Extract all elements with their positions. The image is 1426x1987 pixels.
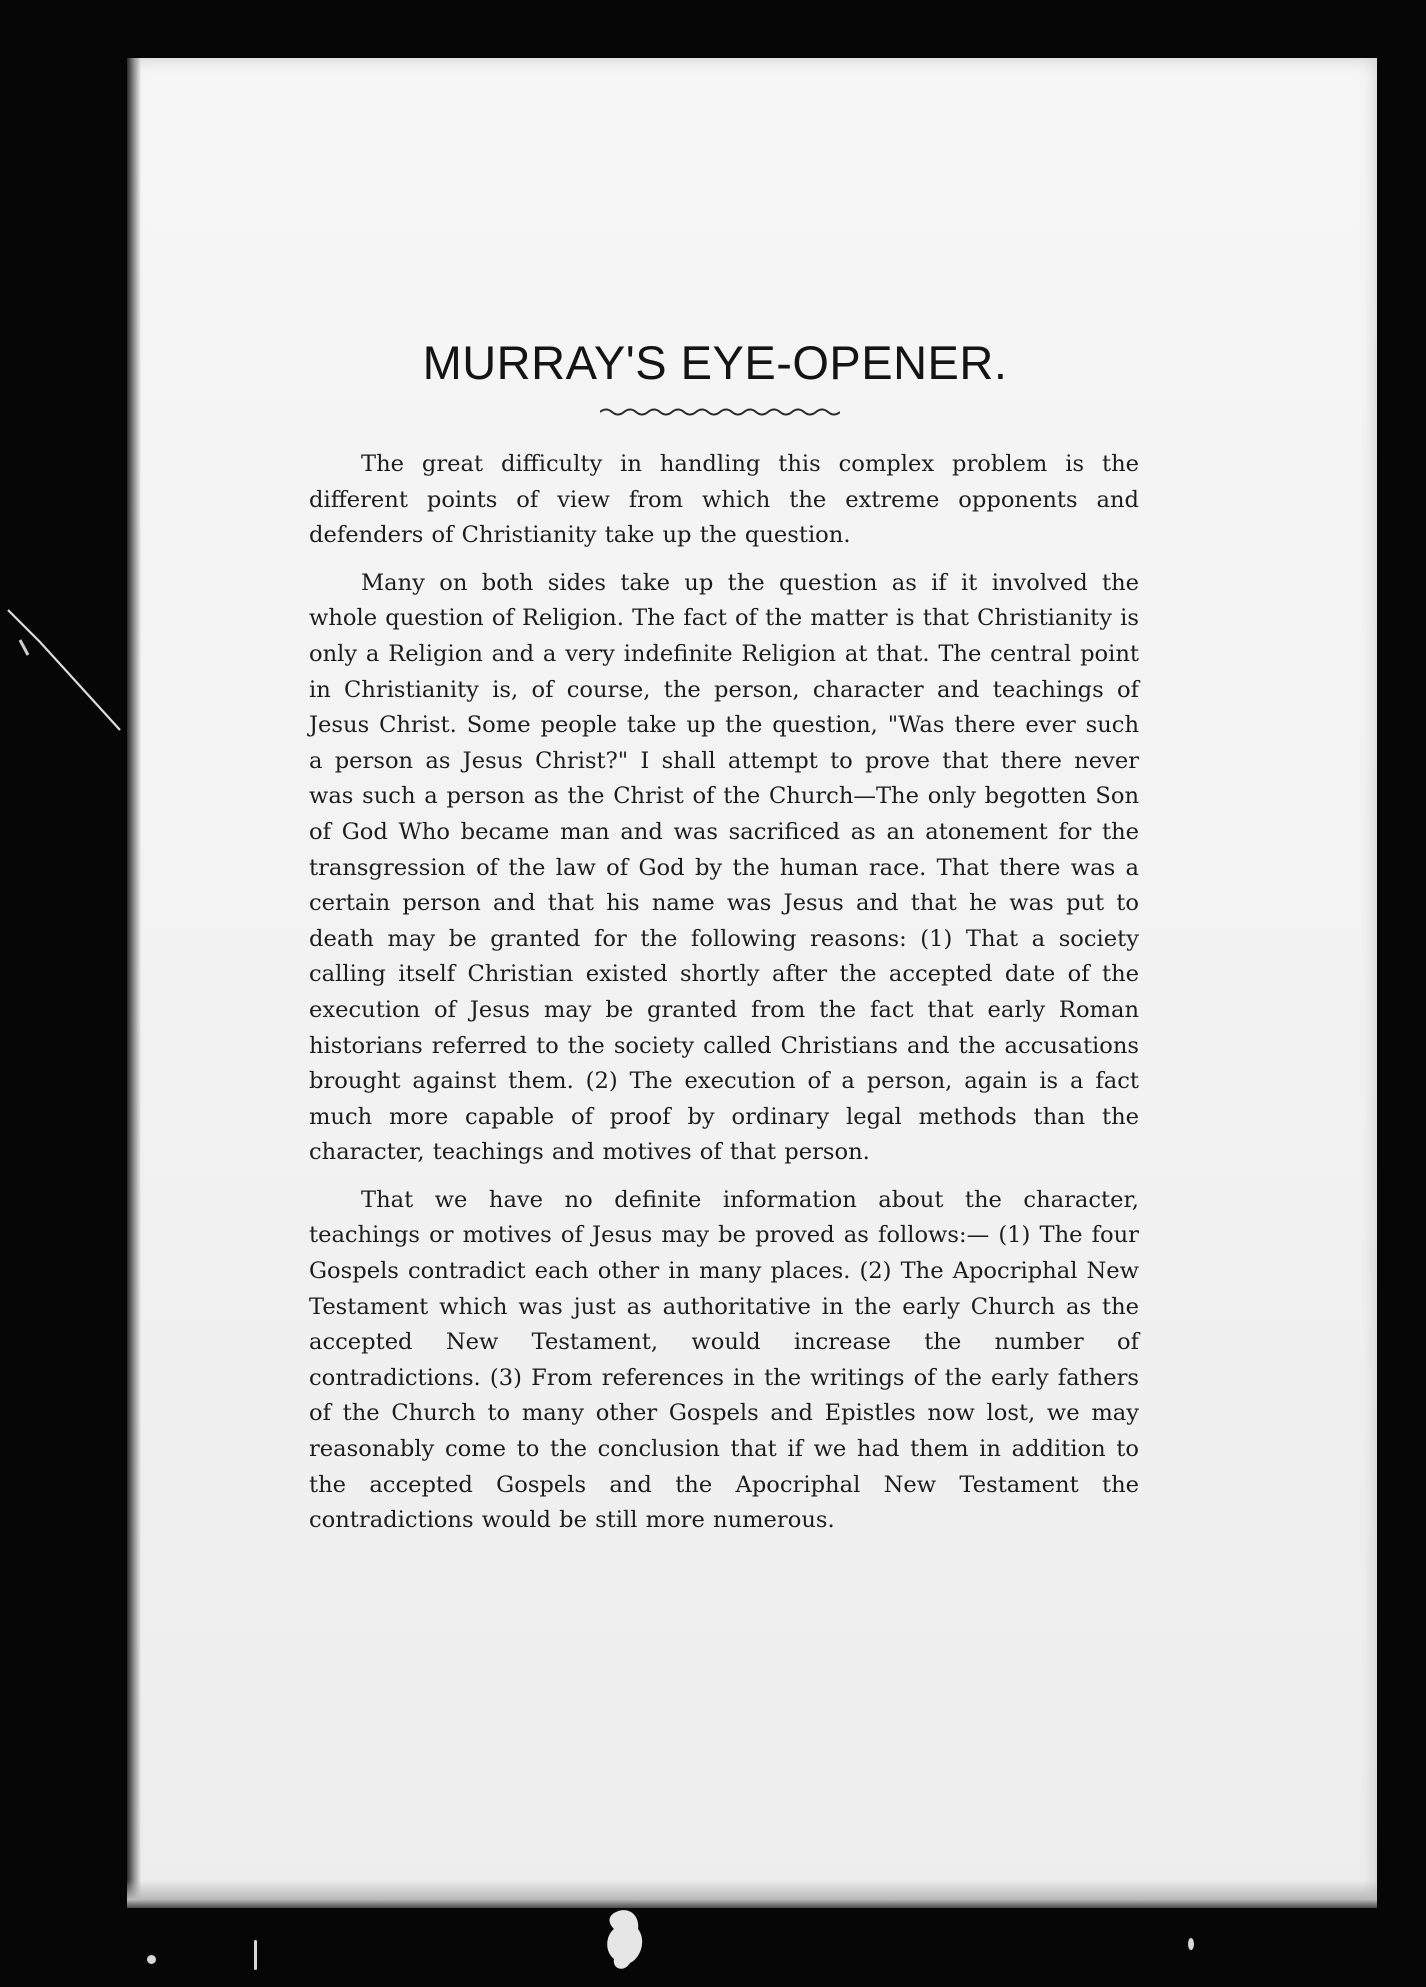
body-paragraph: Many on both sides take up the question as if it involved the whole question of Religion. The fact of the matter is that Christianity is only a Religion and a very indefinite Religion at that. The central point in Christianity is, of course, the person, character and teachings of Jesus Christ. Some people take up the question, "Was there ever such a person as Jesus Christ?" I shall attempt to prove that there never was such a person as the Christ of the Church—The only begotten Son of God Who became man and was sacrificed as an atonement for the transgression of the law of God by the human race. That there was a certain person and that his name was Jesus and that he was put to death may be granted for the following reasons: (1) That a society calling itself Christian existed shortly after the accepted date of the execution of Jesus may be granted from the fact that early Roman historians referred to the society called Christians and the accusations brought against them. (2) The execution of a person, again is a fact much more capable of proof by ordinary legal methods than the character, teachings and motives of that person. bbox=[309, 569, 1139, 1166]
title-ornament-rule bbox=[600, 405, 840, 419]
dust-speck bbox=[1188, 1938, 1194, 1950]
film-blemish-mark bbox=[600, 1905, 648, 1975]
dust-speck bbox=[147, 1955, 156, 1964]
page-left-edge bbox=[127, 58, 141, 1908]
document-body bbox=[309, 447, 1139, 1551]
dust-speck bbox=[254, 1940, 257, 1970]
body-paragraph: The great difficulty in handling this complex problem is the different points of view from which the extreme opponents and defenders of Christianity take up the question. bbox=[309, 451, 1139, 549]
body-paragraph: That we have no definite information about the character, teachings or motives of Jesus may be proved as follows:— (1) The four Gospels contradict each other in many places. (2) The Apocriphal New Testament which was just as authoritative in the early Church as the accepted New Testament, would increase the number of contradictions. (3) From references in the writings of the early fathers of the Church to many other Gospels and Epistles now lost, we may reasonably come to the conclusion that if we had them in addition to the accepted Gospels and the Apocriphal New Testament the contradictions would be still more numerous. bbox=[309, 1186, 1139, 1534]
page-bottom-edge bbox=[127, 1880, 1377, 1908]
document-title: MURRAY'S EYE-OPENER. bbox=[422, 336, 1008, 389]
